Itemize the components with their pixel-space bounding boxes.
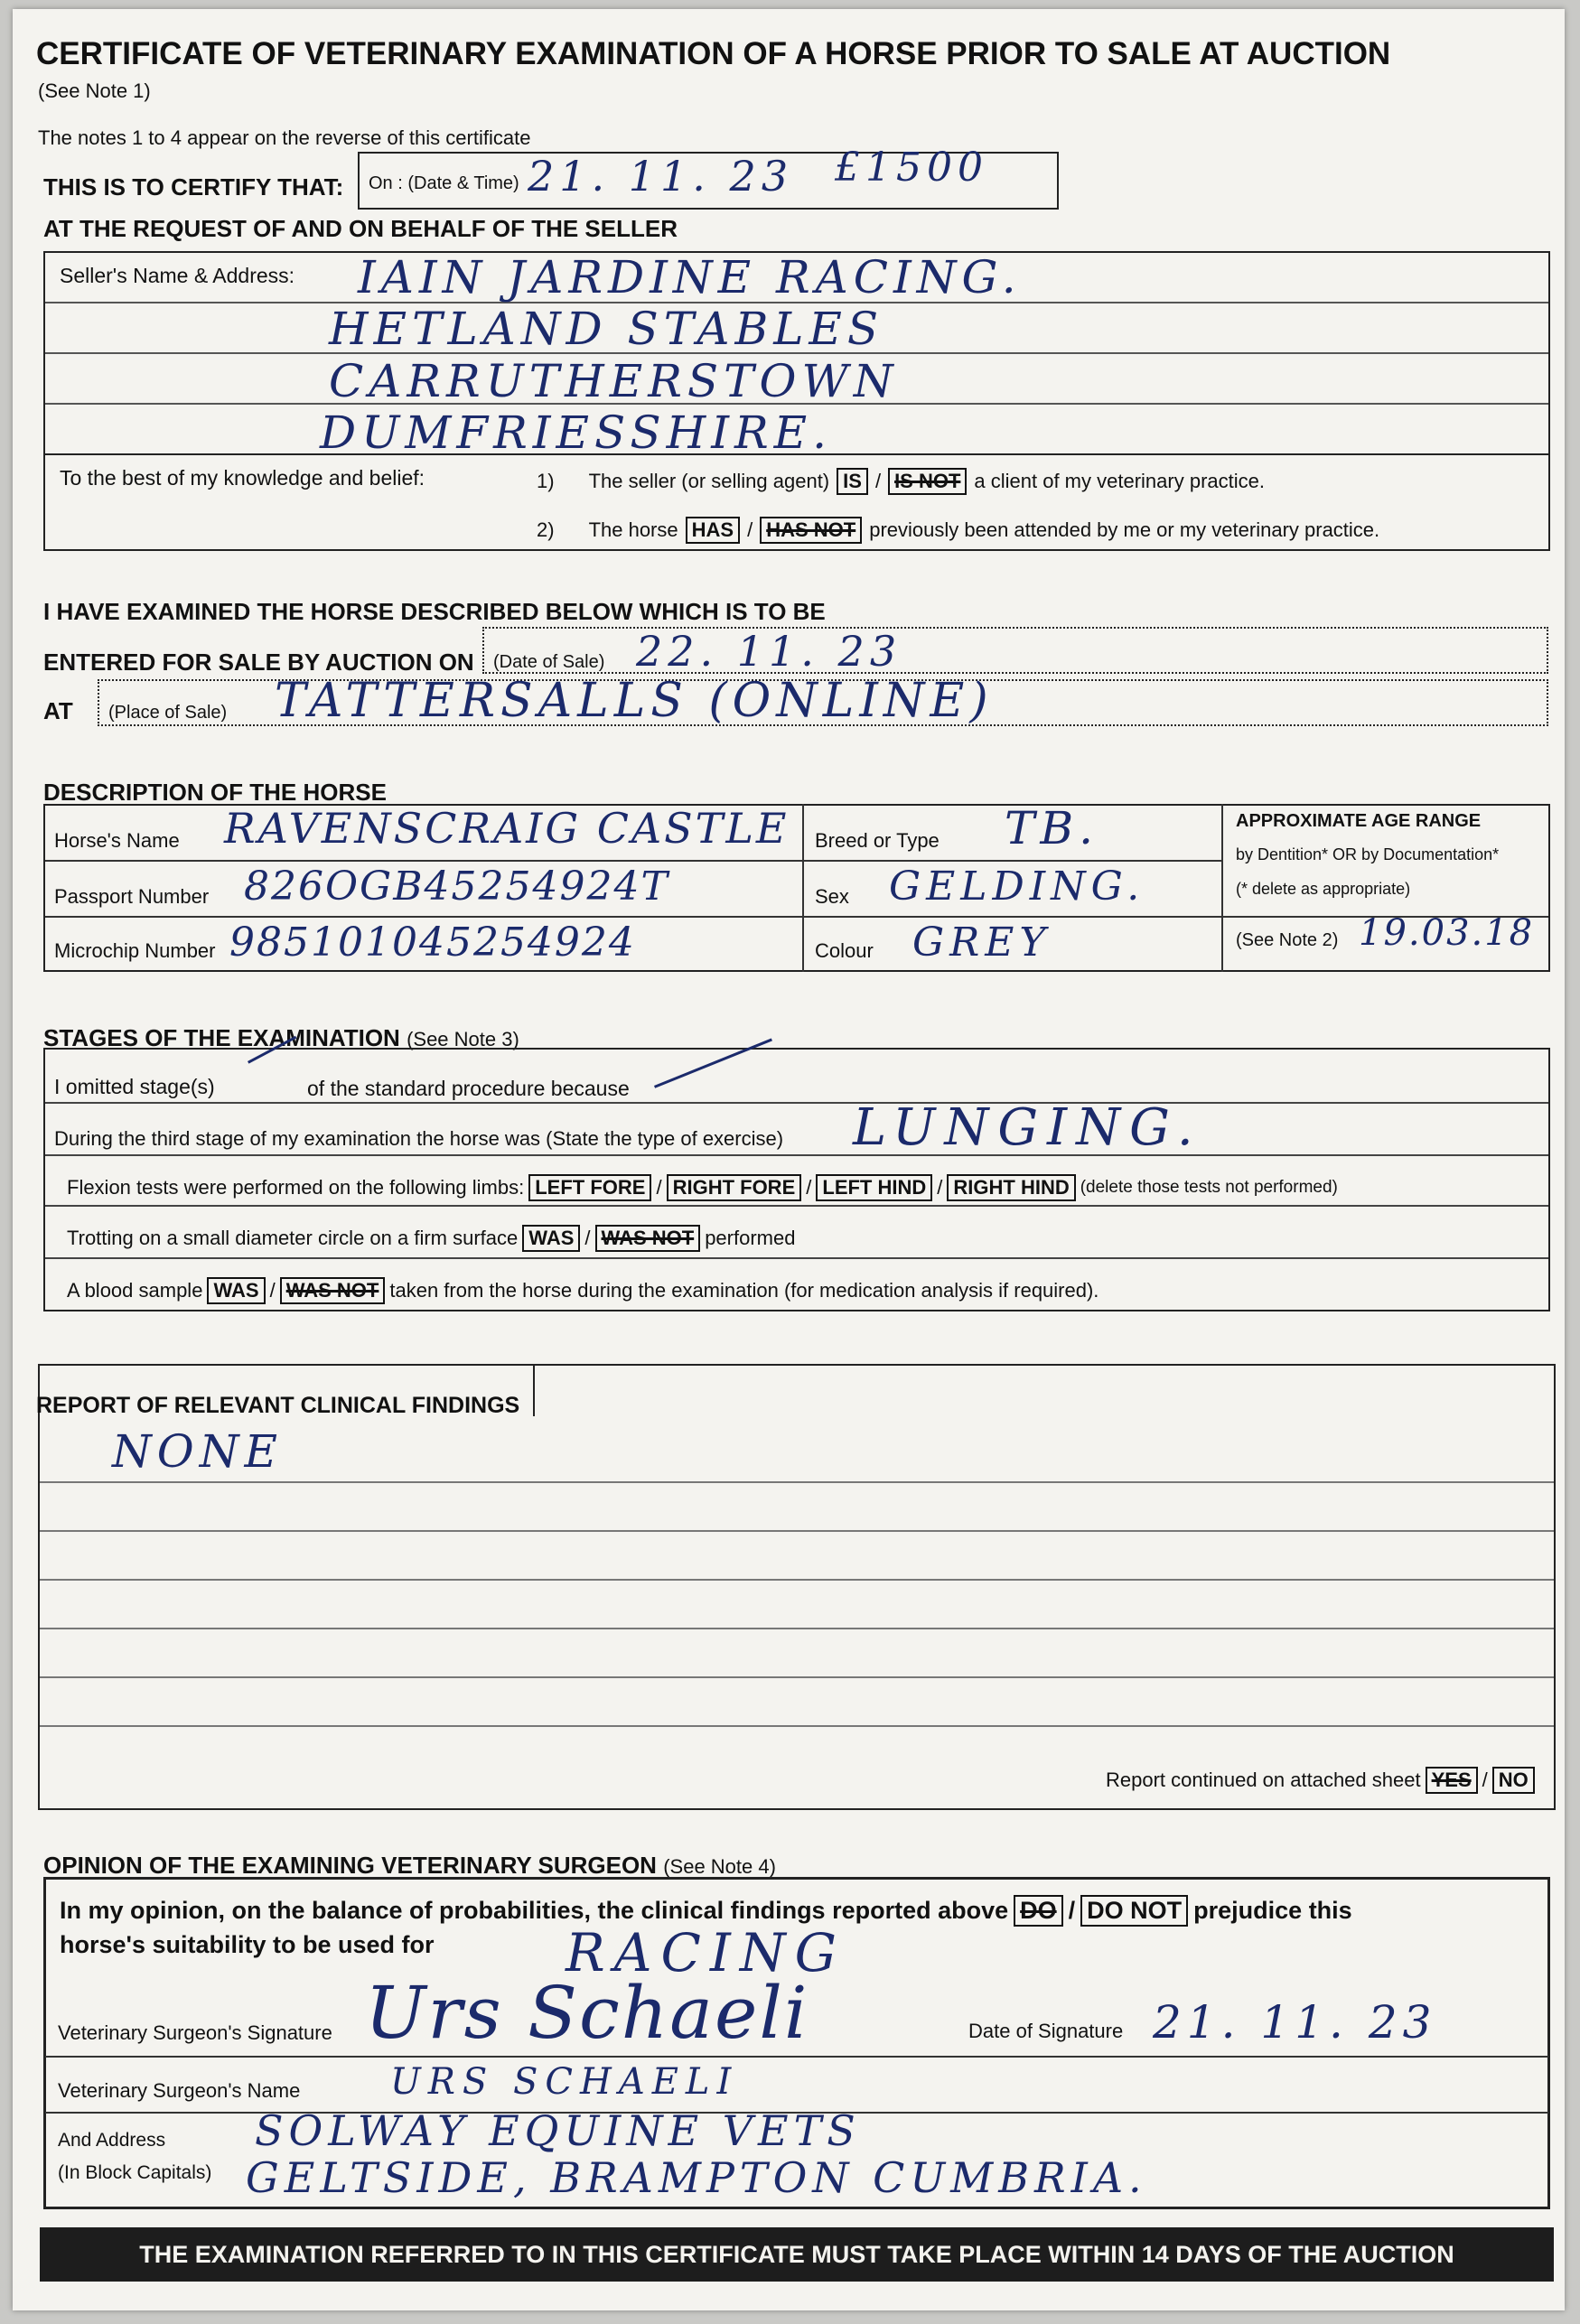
colour-label: Colour	[815, 939, 874, 962]
item2-separator: /	[747, 518, 753, 541]
flexion-separator-3: /	[937, 1176, 943, 1199]
opinion-line-1	[45, 2056, 1548, 2058]
blood-post: taken from the horse during the examination (for medication analysis if required).	[389, 1279, 1099, 1302]
flexion-left-fore[interactable]: LEFT FORE	[528, 1174, 651, 1201]
item1-number: 1)	[537, 470, 555, 492]
flexion-note: (delete those tests not performed)	[1080, 1178, 1338, 1197]
blood-separator: /	[269, 1279, 276, 1302]
blood-label: A blood sample	[67, 1279, 203, 1302]
opinion-line1-post: prejudice this	[1193, 1897, 1352, 1924]
item2-post: previously been attended by me or my veterinary practice.	[869, 518, 1380, 541]
blood-was-not-option[interactable]: WAS NOT	[280, 1277, 386, 1304]
opinion-use-value[interactable]: RACING	[566, 1922, 846, 1983]
signature-value[interactable]: Urs Schaeli	[365, 1971, 809, 2055]
request-label: AT THE REQUEST OF AND ON BEHALF OF THE SELLER	[43, 215, 678, 242]
notes-text: The notes 1 to 4 appear on the reverse of this certificate	[38, 126, 531, 149]
description-heading: DESCRIPTION OF THE HORSE	[43, 779, 387, 806]
findings-value: NONE	[112, 1425, 283, 1478]
description-divider-1	[802, 804, 804, 972]
at-label: AT	[43, 697, 73, 724]
opinion-do-not-option[interactable]: DO NOT	[1080, 1895, 1188, 1927]
omitted-post: of the standard procedure because	[307, 1077, 630, 1100]
has-option[interactable]: HAS	[686, 517, 740, 544]
knowledge-label: To the best of my knowledge and belief:	[60, 466, 425, 490]
opinion-separator: /	[1068, 1897, 1076, 1924]
is-option[interactable]: IS	[837, 468, 868, 495]
sex-value[interactable]: GELDING.	[889, 863, 1145, 910]
age-value[interactable]: 19.03.18	[1359, 912, 1535, 954]
opinion-heading-note: (See Note 4)	[663, 1855, 776, 1878]
desc-row-line-4	[804, 916, 1221, 918]
description-divider-2	[1221, 804, 1223, 972]
age-see-note: (See Note 2)	[1236, 930, 1339, 950]
horse-name-value[interactable]: RAVENSCRAIG CASTLE	[224, 804, 790, 853]
passport-value[interactable]: 826OGB45254924T	[244, 863, 669, 910]
sale-date-value: 22. 11. 23	[636, 627, 902, 676]
item1-separator: /	[874, 470, 882, 492]
vet-name-label: Veterinary Surgeon's Name	[58, 2079, 301, 2102]
stages-heading: STAGES OF THE EXAMINATION	[43, 1024, 400, 1051]
colour-value[interactable]: GREY	[912, 919, 1052, 966]
age-by: by Dentition* OR by Documentation*	[1236, 845, 1500, 863]
sale-date-label: (Date of Sale)	[493, 652, 605, 672]
see-note-1: (See Note 1)	[38, 79, 151, 102]
is-not-option[interactable]: IS NOT	[888, 468, 967, 495]
trot-was-not-option[interactable]: WAS NOT	[595, 1225, 701, 1252]
seller-line-3-text: CARRUTHERSTOWN	[329, 355, 899, 407]
microchip-label: Microchip Number	[54, 939, 216, 962]
sex-label: Sex	[815, 885, 849, 908]
findings-line-5	[40, 1676, 1554, 1678]
item1-post: a client of my veterinary practice.	[974, 470, 1265, 492]
desc-row-line-3	[804, 860, 1221, 862]
certificate-title: CERTIFICATE OF VETERINARY EXAMINATION OF A HORSE PRIOR TO SALE AT AUCTION	[36, 36, 1391, 71]
passport-label: Passport Number	[54, 885, 210, 908]
seller-line-4-text: DUMFRIESSHIRE.	[320, 406, 833, 459]
findings-line-3	[40, 1579, 1554, 1581]
sale-place-value: TATTERSALLS (ONLINE)	[275, 674, 994, 728]
trot-row	[67, 1225, 795, 1252]
trot-was-option[interactable]: WAS	[522, 1225, 580, 1252]
continued-label: Report continued on attached sheet	[1106, 1769, 1421, 1791]
certificate-page	[13, 9, 1565, 2310]
findings-line-4	[40, 1628, 1554, 1629]
flexion-right-fore[interactable]: RIGHT FORE	[667, 1174, 802, 1201]
blood-row	[67, 1277, 1099, 1304]
vet-address-line-1[interactable]: SOLWAY EQUINE VETS	[255, 2106, 861, 2155]
stage-row-line-3	[45, 1205, 1548, 1207]
continued-row	[1106, 1767, 1535, 1794]
opinion-heading: OPINION OF THE EXAMINING VETERINARY SURGEON	[43, 1852, 657, 1879]
fee-value: £1500	[835, 145, 988, 191]
omitted-pre: I omitted stage(s)	[54, 1075, 215, 1098]
desc-row-line-1	[45, 860, 802, 862]
vet-address-line-2[interactable]: GELTSIDE, BRAMPTON CUMBRIA.	[246, 2153, 1147, 2202]
sale-place-label: (Place of Sale)	[108, 703, 228, 723]
has-not-option[interactable]: HAS NOT	[760, 517, 862, 544]
breed-label: Breed or Type	[815, 829, 940, 852]
signature-label: Veterinary Surgeon's Signature	[58, 2021, 332, 2044]
continued-separator: /	[1482, 1769, 1488, 1791]
entered-label: ENTERED FOR SALE BY AUCTION ON	[43, 649, 474, 676]
flexion-right-hind[interactable]: RIGHT HIND	[947, 1174, 1075, 1201]
seller-label: Seller's Name & Address:	[60, 264, 295, 287]
client-statement	[537, 468, 1265, 495]
microchip-value[interactable]: 985101045254924	[229, 919, 636, 966]
exam-date-value: 21. 11. 23	[528, 152, 794, 201]
breed-value[interactable]: TB.	[1005, 802, 1099, 854]
continued-no-option[interactable]: NO	[1492, 1767, 1535, 1794]
findings-line-2	[40, 1530, 1554, 1532]
item2-pre: The horse	[588, 518, 678, 541]
trot-separator: /	[584, 1227, 591, 1249]
opinion-line1-pre: In my opinion, on the balance of probabilities, the clinical findings reported above	[60, 1897, 1009, 1924]
third-stage-label: During the third stage of my examination the horse was (State the type of exercise)	[54, 1127, 784, 1150]
certify-label: THIS IS TO CERTIFY THAT:	[43, 173, 344, 201]
blood-was-option[interactable]: WAS	[207, 1277, 265, 1304]
stage-row-line-2	[45, 1154, 1548, 1156]
seller-line-2-text: HETLAND STABLES	[329, 303, 884, 355]
item2-number: 2)	[537, 518, 555, 541]
date-of-signature-value[interactable]: 21. 11. 23	[1153, 1996, 1437, 2049]
stages-heading-note: (See Note 3)	[407, 1028, 519, 1050]
flexion-row	[67, 1174, 1338, 1201]
age-heading: APPROXIMATE AGE RANGE	[1236, 811, 1482, 831]
flexion-left-hind[interactable]: LEFT HIND	[816, 1174, 932, 1201]
attended-statement	[537, 517, 1379, 544]
trot-label: Trotting on a small diameter circle on a firm surface	[67, 1227, 519, 1249]
age-delete-note: (* delete as appropriate)	[1236, 880, 1411, 898]
findings-line-1	[40, 1481, 1554, 1483]
examined-heading: I HAVE EXAMINED THE HORSE DESCRIBED BELOW WHICH IS TO BE	[43, 598, 826, 625]
findings-line-6	[40, 1725, 1554, 1727]
findings-heading: REPORT OF RELEVANT CLINICAL FINDINGS	[36, 1393, 520, 1418]
stage-row-line-1	[45, 1102, 1548, 1104]
opinion-line-2: horse's suitability to be used for	[60, 1931, 435, 1958]
address-label-2: (In Block Capitals)	[58, 2162, 212, 2183]
findings-header-tab	[533, 1364, 1556, 1416]
flexion-label: Flexion tests were performed on the following limbs:	[67, 1176, 525, 1199]
flexion-separator-1: /	[656, 1176, 662, 1199]
footer-text: THE EXAMINATION REFERRED TO IN THIS CERTIFICATE MUST TAKE PLACE WITHIN 14 DAYS OF THE AUCTION	[139, 2240, 1454, 2268]
flexion-separator-2: /	[806, 1176, 812, 1199]
horse-name-label: Horse's Name	[54, 829, 180, 852]
on-label: On : (Date & Time)	[369, 173, 519, 193]
stage-row-line-4	[45, 1257, 1548, 1259]
opinion-heading-wrap	[43, 1852, 776, 1880]
address-label: And Address	[58, 2130, 166, 2151]
footer-banner	[40, 2227, 1554, 2282]
desc-row-line-2	[45, 916, 802, 918]
item1-pre: The seller (or selling agent)	[588, 470, 830, 492]
third-stage-value[interactable]: LUNGING.	[853, 1098, 1202, 1157]
continued-yes-option[interactable]: YES	[1426, 1767, 1478, 1794]
seller-line-1-text: IAIN JARDINE RACING.	[358, 251, 1022, 303]
date-of-signature-label: Date of Signature	[968, 2020, 1124, 2042]
vet-name-value[interactable]: URS SCHAELI	[390, 2061, 739, 2103]
opinion-do-option[interactable]: DO	[1014, 1895, 1063, 1927]
trot-post: performed	[705, 1227, 796, 1249]
